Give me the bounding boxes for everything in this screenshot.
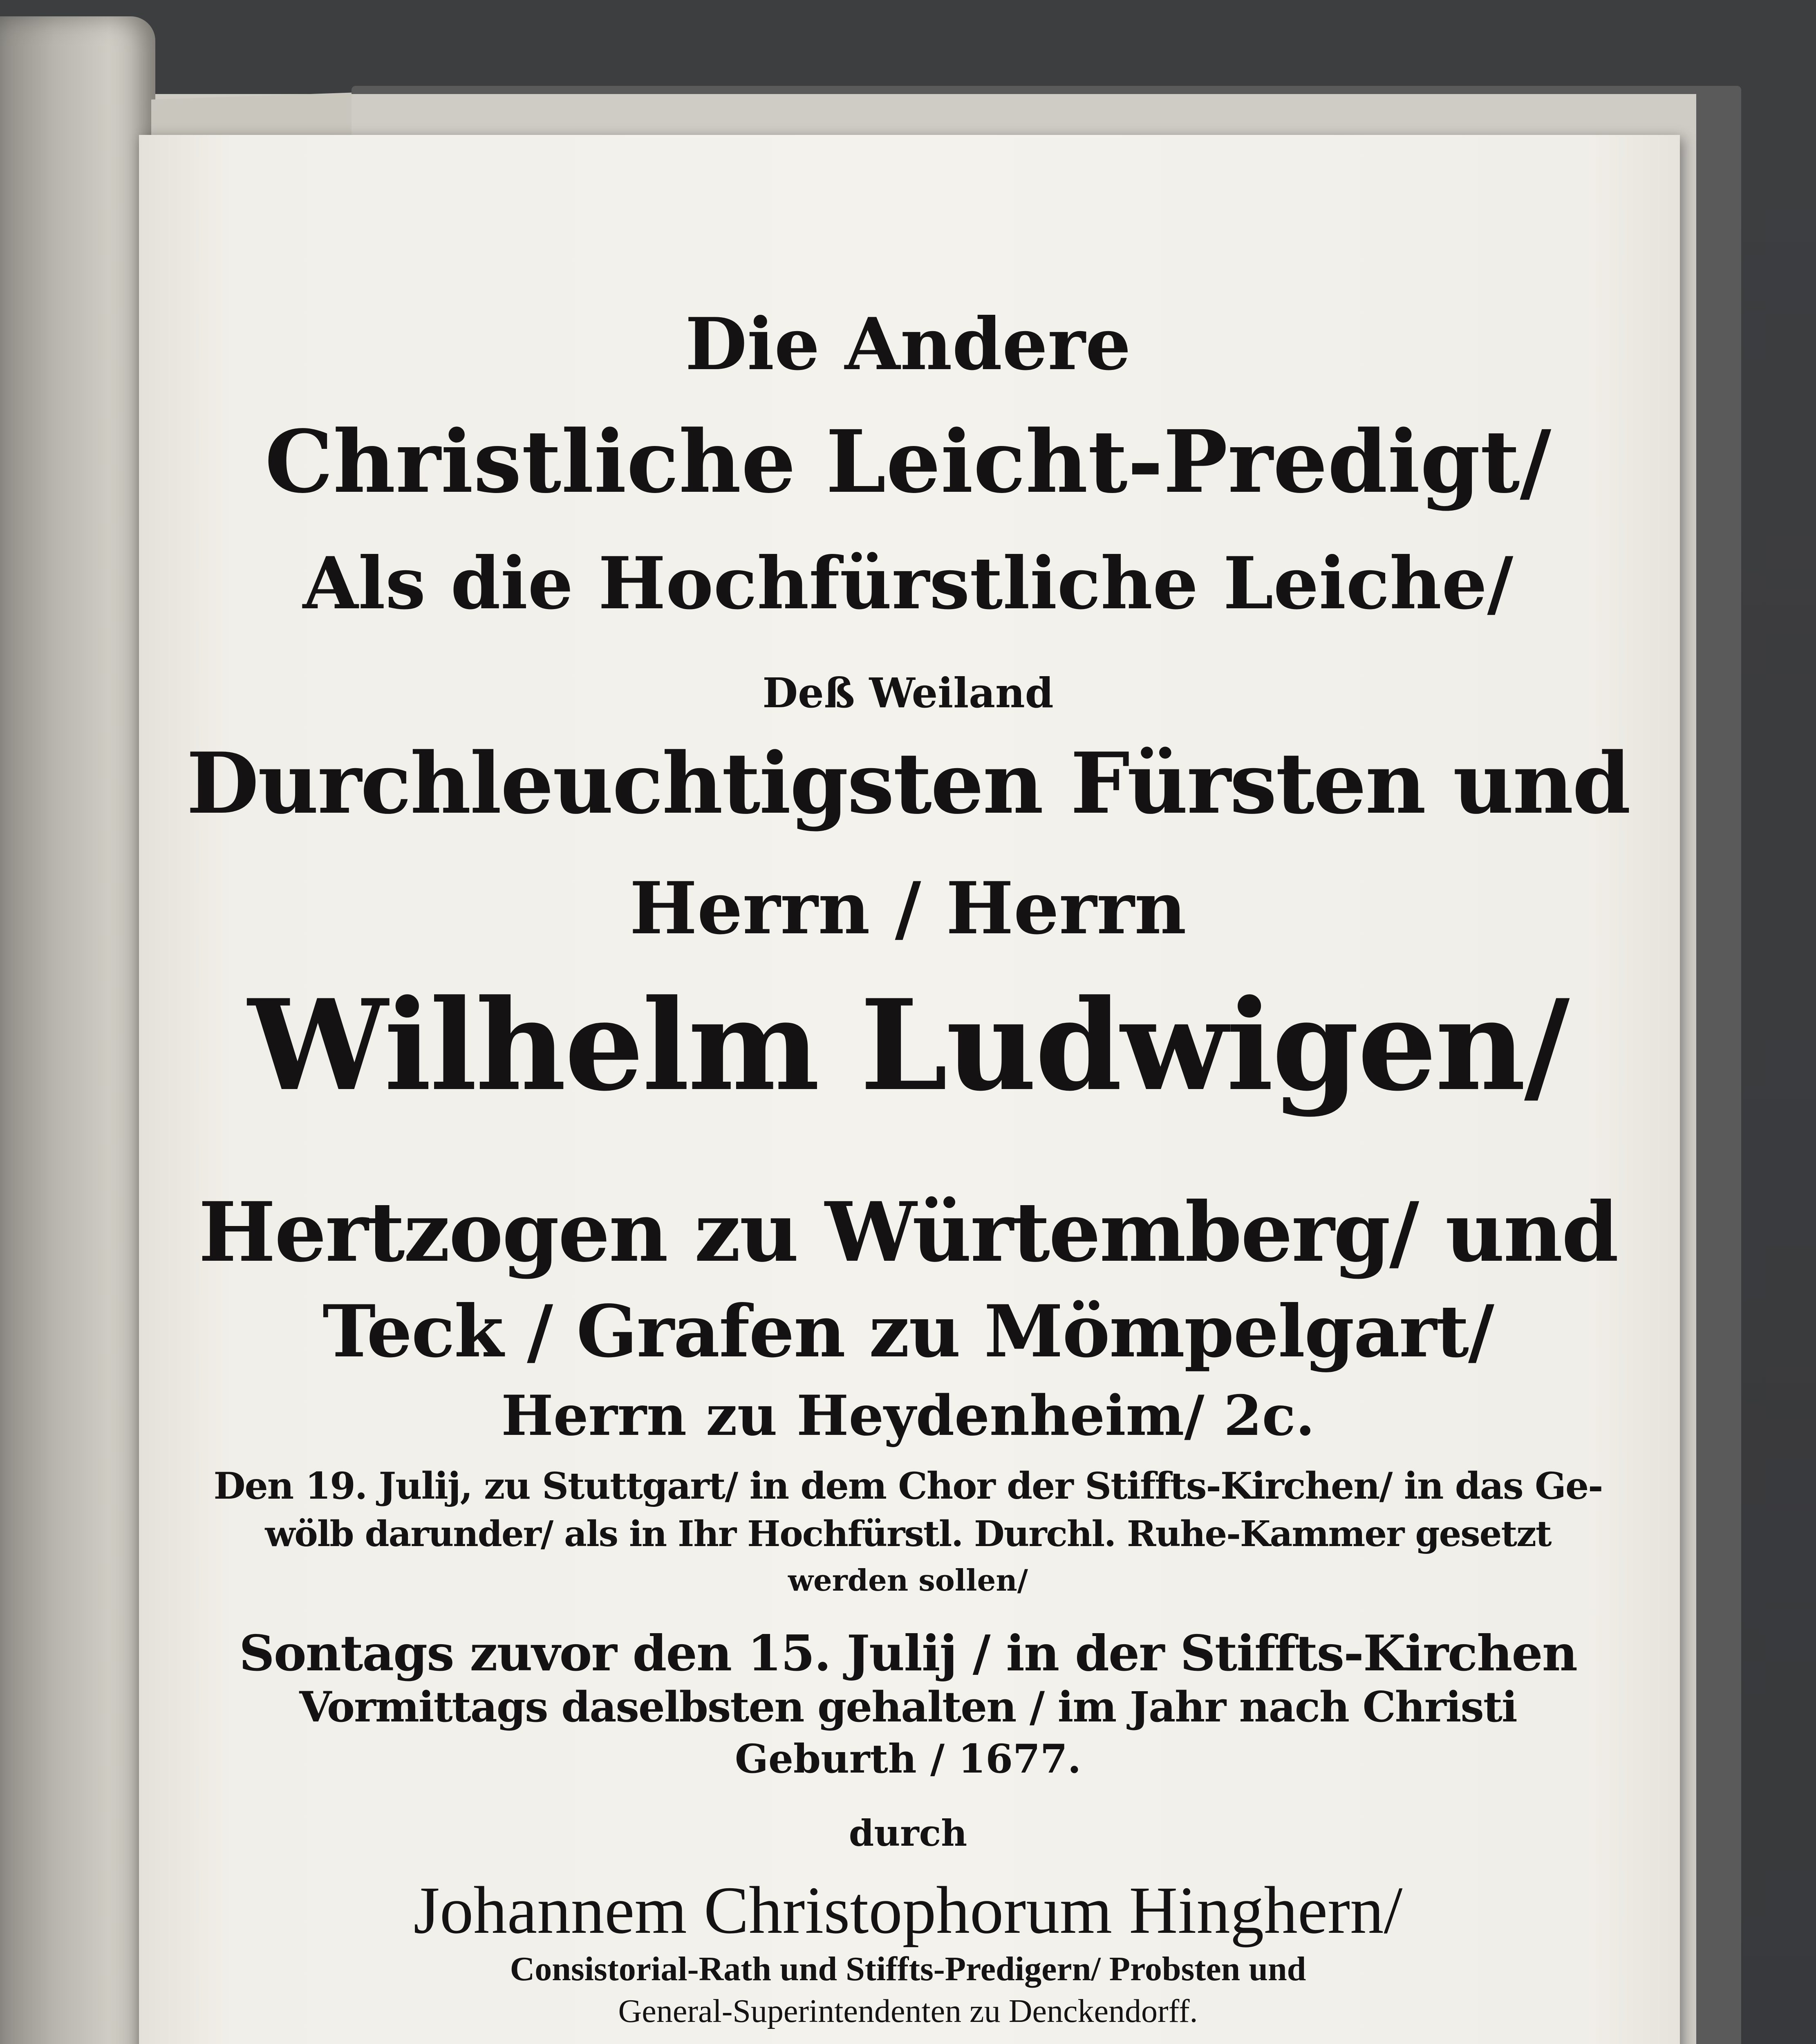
title-line-2: Christliche Leicht-Predigt/ bbox=[264, 411, 1552, 512]
body-line-by: durch bbox=[849, 1812, 967, 1854]
title-line-9: Teck / Grafen zu Mömpelgart/ bbox=[322, 1290, 1494, 1374]
title-line-8: Hertzogen zu Würtemberg/ und bbox=[198, 1184, 1618, 1280]
author-title-1: Consistorial-Rath und Stiffts-Predigern/ Probsten und bbox=[510, 1950, 1306, 1988]
title-line-1: Die Andere bbox=[685, 303, 1131, 386]
title-line-3: Als die Hochfürstliche Leiche/ bbox=[302, 542, 1514, 625]
body-line-4: Sontags zuvor den 15. Julij / in der Stiffts-Kirchen bbox=[239, 1625, 1577, 1682]
body-line-2: wölb darunder/ als in Ihr Hochfürstl. Durchl. Ruhe-Kammer gesetzt bbox=[265, 1513, 1551, 1555]
body-line-5: Vormittags daselbsten gehalten / im Jahr nach Christi bbox=[299, 1683, 1517, 1732]
title-name-line: Wilhelm Ludwigen/ bbox=[248, 972, 1568, 1118]
author-title-2: General-Superintendenten zu Denckendorff. bbox=[618, 1993, 1198, 2029]
title-line-10: Herrn zu Heydenheim/ 2c. bbox=[501, 1383, 1315, 1448]
body-line-6: Geburth / 1677. bbox=[734, 1736, 1082, 1782]
author-name: Johannem Christophorum Hinghern/ bbox=[413, 1873, 1403, 1948]
body-line-3: werden sollen/ bbox=[788, 1563, 1028, 1598]
title-line-6: Herrn / Herrn bbox=[629, 867, 1187, 950]
body-line-1: Den 19. Julij, zu Stuttgart/ in dem Chor der Stiffts-Kirchen/ in das Ge- bbox=[213, 1464, 1603, 1508]
title-line-5: Durchleuchtigsten Fürsten und bbox=[186, 735, 1630, 833]
title-line-4: Deß Weiland bbox=[762, 669, 1054, 717]
